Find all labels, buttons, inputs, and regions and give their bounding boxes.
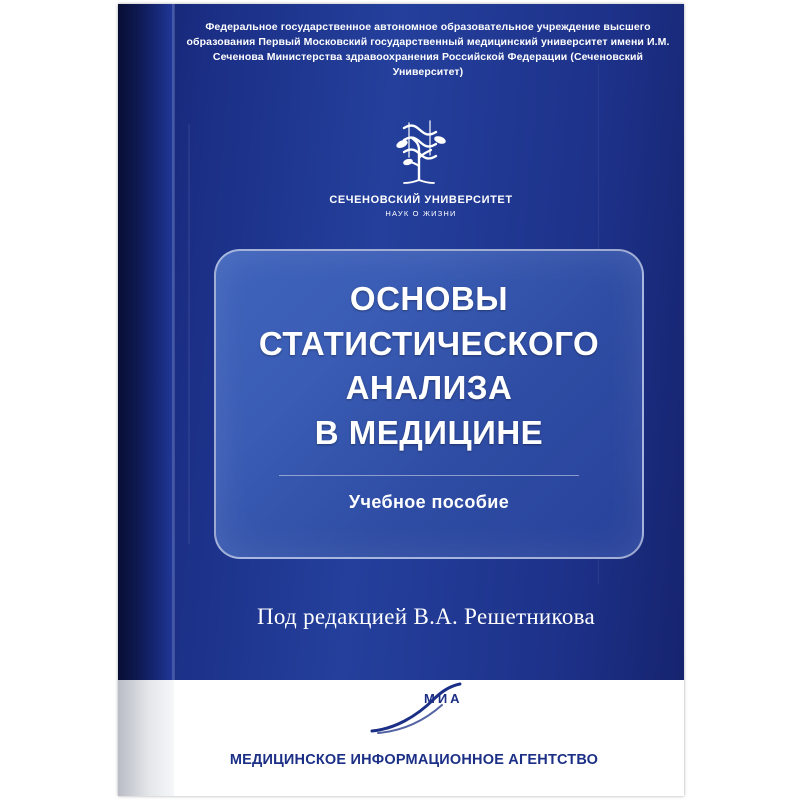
book-subtitle: Учебное пособие xyxy=(348,492,510,513)
book-title-line-3: АНАЛИЗА xyxy=(345,369,513,407)
mia-swoosh-logo-icon xyxy=(364,681,484,742)
university-emblem xyxy=(118,110,684,218)
publisher-logo xyxy=(118,681,684,742)
book-cover xyxy=(118,4,684,796)
publisher-name: МЕДИЦИНСКОЕ ИНФОРМАЦИОННОЕ АГЕНТСТВО xyxy=(229,752,599,768)
title-divider xyxy=(279,475,579,476)
book-title-line-4: В МЕДИЦИНЕ xyxy=(314,413,544,451)
svg-text:МИА: МИА xyxy=(424,691,463,706)
book-title xyxy=(245,277,613,455)
emblem-university-name: СЕЧЕНОВСКИЙ УНИВЕРСИТЕТ xyxy=(329,194,513,206)
book-title-line-1: ОСНОВЫ xyxy=(349,280,509,317)
emblem-tagline: НАУК О ЖИЗНИ xyxy=(385,209,457,218)
sechenov-tree-dna-emblem-icon xyxy=(378,110,464,188)
title-panel xyxy=(214,249,644,559)
organization-text: Федеральное государственное автономное образовательное учреждение высшего образования Первый Московский государственный медицинский университет имени И.М. Сеченова Министерства здравоохранения Российской Федерации (Сеченовский Университет) xyxy=(186,21,670,78)
editor-line: Под редакцией В.А. Решетникова xyxy=(256,604,596,629)
book-title-line-2: СТАТИСТИЧЕСКОГО xyxy=(258,324,600,362)
